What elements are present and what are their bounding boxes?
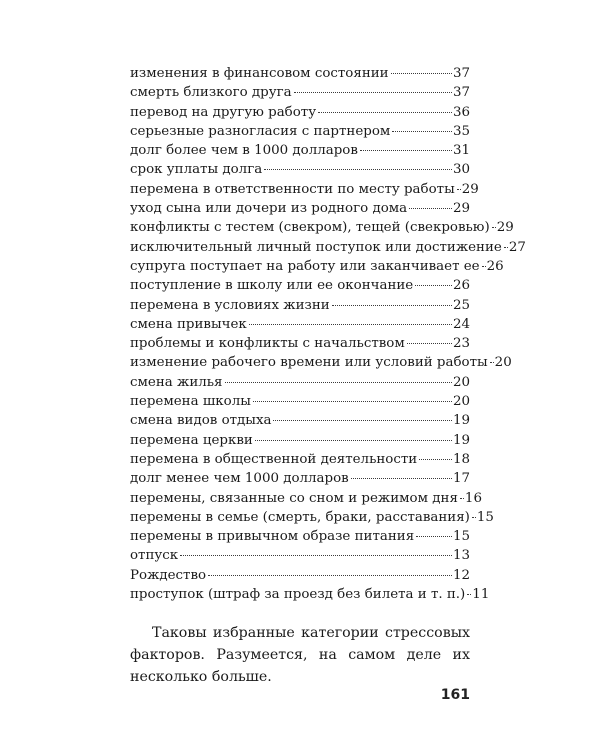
entry-score: 31: [452, 143, 470, 159]
entry-label: перемены в привычном образе питания: [130, 529, 415, 545]
dot-leader: [273, 419, 451, 421]
list-item: [130, 64, 470, 83]
dot-leader: [490, 361, 494, 363]
dot-leader: [482, 265, 486, 267]
list-item: [130, 508, 494, 527]
entry-label: долг менее чем 1000 долларов: [130, 471, 349, 487]
entry-score: 17: [452, 471, 470, 487]
dot-leader: [225, 381, 452, 383]
list-item: [130, 431, 470, 450]
entry-label: конфликты с тестем (свекром), тещей (свекровью): [130, 220, 490, 236]
list-item: [130, 199, 470, 218]
entry-score: 16: [464, 490, 482, 506]
entry-label: срок уплаты долга: [130, 162, 263, 178]
entry-score: 36: [452, 104, 470, 120]
entry-score: 15: [476, 509, 494, 525]
dot-leader: [318, 111, 452, 113]
entry-label: перевод на другую работу: [130, 104, 317, 120]
entry-score: 23: [452, 336, 470, 352]
entry-score: 13: [452, 548, 470, 564]
dot-leader: [255, 439, 452, 441]
entry-score: 35: [452, 123, 470, 139]
entry-score: 18: [452, 451, 470, 467]
entry-label: смена видов отдыха: [130, 413, 272, 429]
list-item: [130, 566, 470, 585]
list-item: [130, 296, 470, 315]
entry-score: 19: [452, 413, 470, 429]
list-item: [130, 334, 470, 353]
entry-score: 20: [452, 374, 470, 390]
dot-leader: [457, 188, 461, 190]
entry-label: смена жилья: [130, 374, 223, 390]
list-item: [130, 315, 470, 334]
dot-leader: [472, 516, 476, 518]
entry-label: перемена в ответственности по месту работы: [130, 181, 455, 197]
entry-score: 24: [452, 316, 470, 332]
entry-label: исключительный личный поступок или достижение: [130, 239, 502, 255]
list-item: [130, 180, 479, 199]
closing-paragraph: Таковы избранные категории стрессовых факторов. Разумеется, на самом деле их несколько больше.: [130, 625, 470, 685]
entry-label: серьезные разногласия с партнером: [130, 123, 391, 139]
entry-score: 29: [461, 181, 479, 197]
dot-leader: [208, 574, 452, 576]
dot-leader: [249, 323, 452, 325]
list-item: [130, 83, 470, 102]
entry-label: поступление в школу или ее окончание: [130, 278, 414, 294]
list-item: [130, 103, 470, 122]
list-item: [130, 141, 470, 160]
dot-leader: [392, 130, 452, 132]
dot-leader: [492, 226, 496, 228]
list-item: [130, 218, 514, 237]
entry-label: долг более чем в 1000 долларов: [130, 143, 358, 159]
dot-leader: [419, 458, 452, 460]
entry-label: перемена в общественной деятельности: [130, 451, 418, 467]
entry-score: 37: [452, 85, 470, 101]
entry-label: перемены, связанные со сном и режимом дня: [130, 490, 458, 506]
dot-leader: [253, 400, 452, 402]
list-item: [130, 411, 470, 430]
list-item: [130, 392, 470, 411]
entry-score: 20: [494, 355, 512, 371]
entry-label: перемена школы: [130, 394, 251, 410]
entry-label: смена привычек: [130, 316, 247, 332]
dot-leader: [351, 477, 452, 479]
entry-score: 11: [472, 587, 490, 603]
dot-leader: [360, 149, 452, 151]
list-item: [130, 450, 470, 469]
entry-label: изменение рабочего времени или условий работы: [130, 355, 488, 371]
dot-leader: [264, 168, 452, 170]
list-item: [130, 257, 504, 276]
list-item: [130, 469, 470, 488]
entry-score: 19: [452, 432, 470, 448]
entry-label: перемены в семье (смерть, браки, расставания): [130, 509, 470, 525]
dot-leader: [460, 497, 464, 499]
entry-score: 37: [452, 66, 470, 81]
entry-label: проступок (штраф за проезд без билета и т. п.): [130, 587, 466, 603]
entry-label: проблемы и конфликты с начальством: [130, 336, 405, 352]
entry-label: смерть близкого друга: [130, 85, 292, 101]
list-item: [130, 527, 470, 546]
dot-leader: [332, 304, 452, 306]
dot-leader: [391, 72, 452, 74]
page-number: 161: [440, 687, 470, 703]
entry-score: 30: [452, 162, 470, 178]
entry-score: 27: [508, 239, 526, 255]
entry-label: перемена в условиях жизни: [130, 297, 330, 313]
list-item: [130, 122, 470, 141]
dot-leader: [504, 246, 508, 248]
entry-label: изменения в финансовом состоянии: [130, 66, 389, 81]
stress-factor-list: [130, 64, 526, 604]
entry-score: 26: [486, 258, 504, 274]
entry-score: 20: [452, 394, 470, 410]
list-item: [130, 489, 482, 508]
list-item: [130, 373, 470, 392]
dot-leader: [467, 593, 471, 595]
entry-label: уход сына или дочери из родного дома: [130, 201, 408, 217]
list-item: [130, 238, 526, 257]
list-item: [130, 353, 512, 372]
dot-leader: [415, 284, 452, 286]
dot-leader: [416, 535, 452, 537]
entry-score: 26: [452, 278, 470, 294]
dot-leader: [407, 342, 452, 344]
entry-label: отпуск: [130, 548, 179, 564]
list-item: [130, 276, 470, 295]
list-item: [130, 160, 470, 179]
entry-score: 29: [452, 201, 470, 217]
dot-leader: [180, 554, 452, 556]
dot-leader: [409, 207, 452, 209]
entry-label: супруга поступает на работу или заканчивает ее: [130, 258, 480, 274]
entry-score: 15: [452, 529, 470, 545]
dot-leader: [294, 91, 452, 93]
entry-score: 25: [452, 297, 470, 313]
entry-label: Рождество: [130, 567, 207, 583]
entry-score: 12: [452, 567, 470, 583]
list-item: [130, 546, 470, 565]
list-item: [130, 585, 490, 604]
entry-score: 29: [496, 220, 514, 236]
entry-label: перемена церкви: [130, 432, 253, 448]
